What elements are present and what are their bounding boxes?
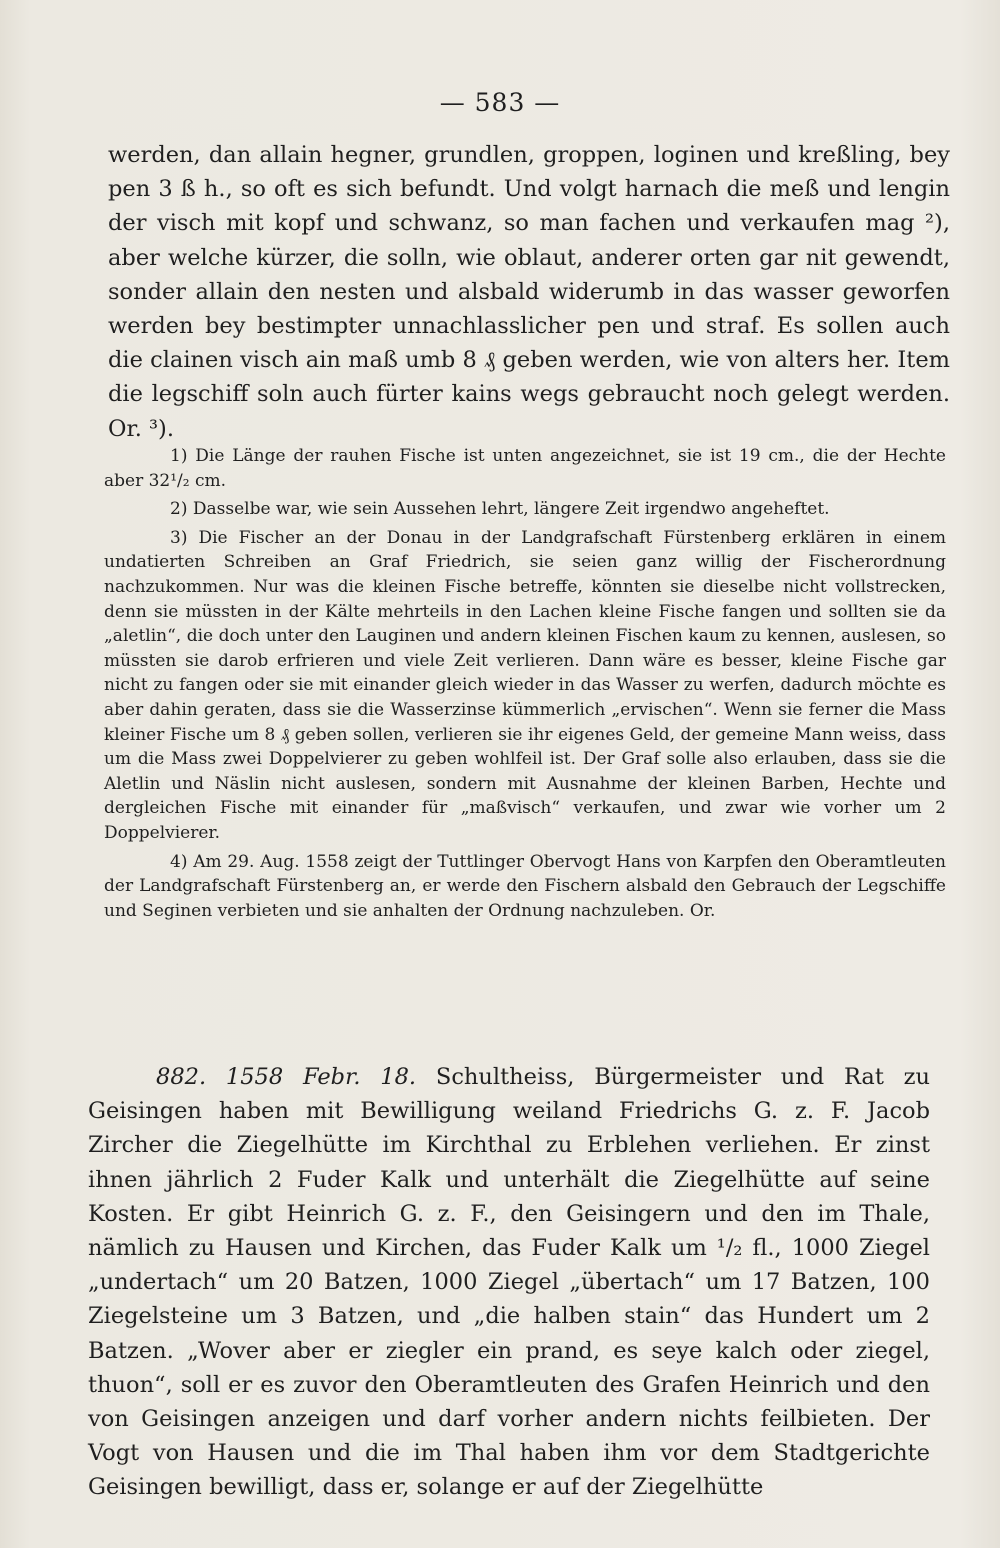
footnotes (104, 444, 946, 927)
main-paragraph: werden, dan allain hegner, grundlen, groppen, loginen und kreßling, bey pen 3 ß h., so oft es sich befundt. Und volgt harnach die meß und lengin der visch mit kopf und schwanz, so man fachen und verkaufen mag ²), aber welche kürzer, die solln, wie oblaut, anderer orten gar nit gewendt, sonder allain den nesten und alsbald widerumb in das wasser geworfen werden bey bestimpter unnachlasslicher pen und straf. Es sollen auch die clainen visch ain maß umb 8 ₰ geben werden, wie von alters her. Item die legschiff soln auch fürter kains wegs gebraucht noch gelegt werden. Or. ³). (108, 142, 950, 442)
main-text (108, 138, 950, 446)
document-entry (88, 1060, 930, 1505)
entry-text: Schultheiss, Bürgermeister und Rat zu Geisingen haben mit Bewilligung weiland Friedrichs G. z. F. Jacob Zircher die Ziegelhütte im Kirchthal zu Erblehen verliehen. Er zinst ihnen jährlich 2 Fuder Kalk und unterhält die Ziegelhütte auf seine Kosten. Er gibt Heinrich G. z. F., den Geisingern und den im Thale, nämlich zu Hausen und Kirchen, das Fuder Kalk um ¹/₂ fl., 1000 Ziegel „undertach“ um 20 Batzen, 1000 Ziegel „übertach“ um 17 Batzen, 100 Ziegelsteine um 3 Batzen, und „die halben stain“ das Hundert um 2 Batzen. „Wover aber er ziegler ein prand, es seye kalch oder ziegel, thuon“, soll er es zuvor den Oberamtleuten des Grafen Heinrich und den von Geisingen anzeigen und darf vorher andern nichts feilbieten. Der Vogt von Hausen und die im Thal haben ihm vor dem Stadtgerichte Geisingen bewilligt, dass er, solange er auf der Ziegelhütte (88, 1064, 931, 1501)
page-number: — 583 — (439, 88, 561, 117)
entry-heading: 882. 1558 Febr. 18. (156, 1064, 417, 1090)
footnote-1: 1) Die Länge der rauhen Fische ist unten angezeichnet, sie ist 19 cm., die der Hechte aber 32¹/₂ cm. (104, 446, 946, 491)
footnote-4: 4) Am 29. Aug. 1558 zeigt der Tuttlinger Obervogt Hans von Karpfen den Oberamtleuten der Landgrafschaft Fürstenberg an, er werde den Fischern alsbald den Gebrauch der Legschiffe und Seginen verbieten und sie anhalten der Ordnung nachzuleben. Or. (104, 851, 946, 921)
footnote-2: 2) Dasselbe war, wie sein Aussehen lehrt, längere Zeit irgendwo angeheftet. (170, 499, 830, 520)
footnote-3: 3) Die Fischer an der Donau in der Landgrafschaft Fürstenberg erklären in einem undatierten Schreiben an Graf Friedrich, sie seien ganz willig der Fischerordnung nachzukommen. Nur was die kleinen Fische betreffe, könnten sie dieselbe nicht vollstrecken, denn sie müssten in der Kälte mehrteils in den Lachen kleine Fische fangen und sollten sie da „aletlin“, die doch unter den Lauginen und andern kleinen Fischen kaum zu kennen, auslesen, so müssten sie darob erfrieren und viele Zeit verlieren. Dann wäre es besser, kleine Fische gar nicht zu fangen oder sie mit einander gleich wieder in das Wasser zu werfen, dadurch möchte es aber dahin geraten, dass sie die Wasserzinse kümmerlich „ervischen“. Wenn sie ferner die Mass kleiner Fische um 8 ₰ geben sollen, verlieren sie ihr eigenes Geld, der gemeine Mann weiss, dass um die Mass zwei Doppelvierer zu geben wohlfeil ist. Der Graf solle also erlauben, dass sie die Aletlin und Näslin nicht auslesen, sondern mit Ausnahme der kleinen Barben, Hechte und dergleichen Fische mit einander für „maßvisch“ verkaufen, und zwar wie vorher um 2 Doppelvierer. (104, 527, 946, 843)
entry-paragraph (88, 1060, 930, 1505)
